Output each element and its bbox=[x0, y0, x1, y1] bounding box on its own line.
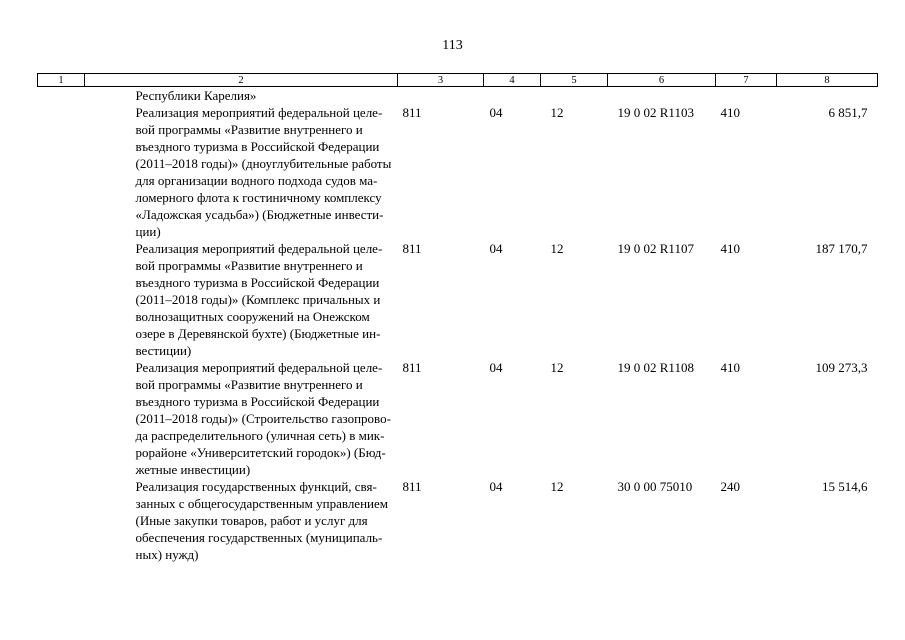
target-article-code-cell: 19 0 02 R1103 bbox=[617, 105, 694, 120]
column-number: 1 bbox=[38, 74, 85, 87]
column-number: 8 bbox=[777, 74, 878, 87]
column-number: 3 bbox=[398, 74, 484, 87]
item-name-line: (2011–2018 годы)» (Комплекс причальных и bbox=[135, 292, 381, 307]
item-name-line: (Иные закупки товаров, работ и услуг для bbox=[135, 513, 368, 528]
item-name-line: въездного туризма в Российской Федерации bbox=[135, 394, 380, 409]
item-name-line: (2011–2018 годы)» (Строительство газопрово- bbox=[135, 411, 391, 426]
target-article-code-cell: 19 0 02 R1107 bbox=[617, 241, 694, 256]
column-number: 7 bbox=[716, 74, 777, 87]
subsection-code-cell: 12 bbox=[550, 241, 564, 256]
column-number: 2 bbox=[85, 74, 398, 87]
item-name-line: (2011–2018 годы)» (дноуглубительные работы bbox=[135, 156, 392, 171]
section-code-cell: 04 bbox=[489, 241, 503, 256]
item-name-cell bbox=[85, 478, 398, 563]
row-number-cell bbox=[38, 104, 85, 240]
item-name-line: ции) bbox=[135, 224, 161, 239]
expense-type-code-cell: 410 bbox=[720, 241, 740, 256]
row-number-cell bbox=[38, 359, 85, 478]
grbs-code-cell: 811 bbox=[402, 360, 422, 375]
table-row bbox=[38, 240, 878, 359]
table-header bbox=[38, 74, 878, 87]
continuation-text: Республики Карелия» bbox=[135, 88, 257, 103]
item-name-line: для организации водного подхода судов ма- bbox=[135, 173, 378, 188]
target-article-code-cell: 30 0 00 75010 bbox=[617, 479, 693, 494]
grbs-code-cell: 811 bbox=[402, 105, 422, 120]
column-number-row bbox=[38, 74, 878, 87]
expense-type-code-cell: 410 bbox=[720, 105, 740, 120]
column-number: 5 bbox=[541, 74, 608, 87]
item-name-line: «Ладожская усадьба») (Бюджетные инвести- bbox=[135, 207, 384, 222]
item-name-cell bbox=[85, 359, 398, 478]
subsection-code-cell: 12 bbox=[550, 360, 564, 375]
target-article-code-cell: 19 0 02 R1108 bbox=[617, 360, 694, 375]
item-name-cell bbox=[85, 104, 398, 240]
item-name-line: да распределительного (уличная сеть) в мик- bbox=[135, 428, 385, 443]
grbs-code-cell: 811 bbox=[402, 479, 422, 494]
amount-cell: 6 851,7 bbox=[828, 105, 868, 120]
column-number: 4 bbox=[484, 74, 541, 87]
item-name-line: вой программы «Развитие внутреннего и bbox=[135, 377, 363, 392]
item-name-line: занных с общегосударственным управлением bbox=[135, 496, 388, 511]
table-body bbox=[38, 87, 878, 564]
item-name-line: рорайоне «Университетский городок») (Бюд- bbox=[135, 445, 386, 460]
expense-type-code-cell: 410 bbox=[720, 360, 740, 375]
item-name-cell bbox=[85, 240, 398, 359]
item-name-line: волнозащитных сооружений на Онежском bbox=[135, 309, 370, 324]
item-name-line: жетные инвестиции) bbox=[135, 462, 251, 477]
item-name-line: вестиции) bbox=[135, 343, 192, 358]
row-number-cell bbox=[38, 478, 85, 563]
subsection-code-cell: 12 bbox=[550, 479, 564, 494]
amount-cell: 109 273,3 bbox=[815, 360, 868, 375]
item-name-line: озере в Деревянской бухте) (Бюджетные ин- bbox=[135, 326, 381, 341]
item-name-line: вой программы «Развитие внутреннего и bbox=[135, 122, 363, 137]
item-name-line: вой программы «Развитие внутреннего и bbox=[135, 258, 363, 273]
table-row bbox=[38, 478, 878, 563]
section-code-cell: 04 bbox=[489, 360, 503, 375]
section-code-cell: 04 bbox=[489, 105, 503, 120]
subsection-code-cell: 12 bbox=[550, 105, 564, 120]
table-row bbox=[38, 359, 878, 478]
item-name-line: въездного туризма в Российской Федерации bbox=[135, 275, 380, 290]
column-number: 6 bbox=[608, 74, 716, 87]
budget-table bbox=[37, 73, 878, 563]
expense-type-code-cell: 240 bbox=[720, 479, 740, 494]
item-name-line: Реализация мероприятий федеральной целе- bbox=[135, 360, 383, 375]
item-name-line: Реализация мероприятий федеральной целе- bbox=[135, 105, 383, 120]
continuation-row bbox=[38, 87, 878, 105]
row-number-cell bbox=[38, 240, 85, 359]
page-number: 113 bbox=[442, 38, 463, 53]
amount-cell: 15 514,6 bbox=[822, 479, 868, 494]
amount-cell: 187 170,7 bbox=[815, 241, 868, 256]
grbs-code-cell: 811 bbox=[402, 241, 422, 256]
item-name-line: ных) нужд) bbox=[135, 547, 199, 562]
item-name-line: обеспечения государственных (муниципаль- bbox=[135, 530, 383, 545]
item-name-line: Реализация государственных функций, свя- bbox=[135, 479, 377, 494]
item-name-line: ломерного флота к гостиничному комплексу bbox=[135, 190, 382, 205]
item-name-line: въездного туризма в Российской Федерации bbox=[135, 139, 380, 154]
item-name-line: Реализация мероприятий федеральной целе- bbox=[135, 241, 383, 256]
table-row bbox=[38, 104, 878, 240]
section-code-cell: 04 bbox=[489, 479, 503, 494]
